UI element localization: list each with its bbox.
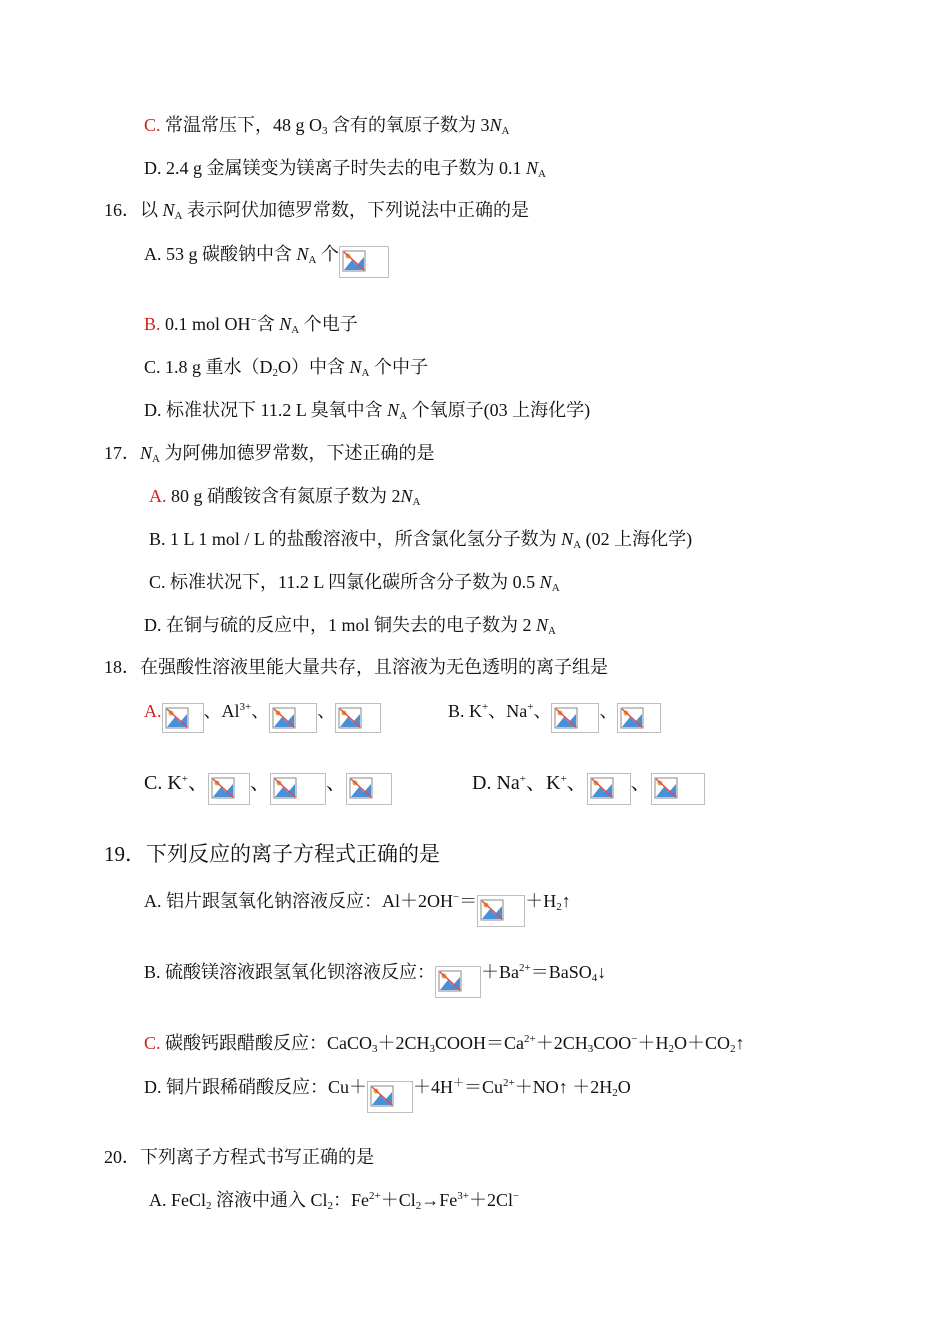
- q19-option-c: C. 碳酸钙跟醋酸反应：$CaCO_3+2CH_3COOH=Ca^{2+}+2CH_3COO^-+H_2O+CO_2↑$: [144, 1033, 745, 1055]
- answer-marker: A.: [144, 701, 162, 721]
- q17-option-b: B. 1 L 1 mol / L 的盐酸溶液中，所含氯化氢分子数为 $N_A$ (02 上海化学): [149, 529, 693, 551]
- q19-stem: 19．下列反应的离子方程式正确的是: [104, 842, 440, 866]
- precipitate-arrow-icon: ↓: [597, 962, 607, 982]
- q17-option-d: D. 在铜与硫的反应中，1 mol 铜失去的电子数为 2 $N_A$: [144, 615, 556, 637]
- q20-option-a: A. FeCl$_2$ 溶液中通入 $Cl_2$：$Fe^{2+}+Cl_2\to Fe^{3+}+2Cl^-$: [149, 1190, 520, 1212]
- q18-option-b: B. K+、Na+、 、: [448, 700, 661, 733]
- broken-image-icon: [269, 703, 317, 733]
- q16-stem: 16．以 $N_A$ 表示阿伏加德罗常数，下列说法中正确的是: [104, 200, 529, 222]
- broken-image-icon: [162, 703, 204, 733]
- broken-image-icon: [435, 966, 481, 998]
- q16-option-b: B. 0.1 mol OH−含 $N_A$ 个电子: [144, 314, 358, 336]
- broken-image-icon: [346, 773, 392, 805]
- q20-stem: 20．下列离子方程式书写正确的是: [104, 1147, 374, 1167]
- broken-image-icon: [367, 1081, 413, 1113]
- q19-option-b: B. 硫酸镁溶液跟氢氧化钡溶液反应： $+Ba^{2+}=BaSO_4↓$: [144, 961, 606, 998]
- gas-arrow-icon: ↑: [558, 1077, 568, 1097]
- answer-marker: C.: [144, 115, 161, 135]
- broken-image-icon: [208, 773, 250, 805]
- broken-image-icon: [270, 773, 326, 805]
- broken-image-icon: [617, 703, 661, 733]
- q18-stem: 18．在强酸性溶液里能大量共存，且溶液为无色透明的离子组是: [104, 657, 608, 677]
- answer-marker: B.: [144, 314, 161, 334]
- q15-option-d: D. 2.4 g 金属镁变为镁离子时失去的电子数为 0.1 $N_A$: [144, 158, 546, 180]
- q17-stem: 17．$N_A$ 为阿佛加德罗常数，下述正确的是: [104, 443, 435, 465]
- broken-image-icon: [477, 895, 525, 927]
- q17-option-a: A. 80 g 硝酸铵含有氮原子数为 $2N_A$: [149, 486, 421, 508]
- q19-option-a: A. 铝片跟氢氧化钠溶液反应：Al＋2OH−＝ $+H_2↑$: [144, 890, 571, 927]
- q19-option-d: D. 铜片跟稀硝酸反应：Cu＋ $+4H^+=Cu^{2+}+NO↑ +2H_2O$: [144, 1076, 631, 1113]
- q17-option-c: C. 标准状况下，11.2 L 四氯化碳所含分子数为 0.5 $N_A$: [149, 572, 560, 594]
- q16-option-c: C. 1.8 g 重水$(D_2O)$中含 $N_A$ 个中子: [144, 357, 428, 379]
- q16-option-d: D. 标准状况下 11.2 L 臭氧中含 $N_A$ 个氧原子(03 上海化学): [144, 400, 591, 422]
- answer-marker: A.: [149, 486, 167, 506]
- answer-marker: C.: [144, 1033, 161, 1053]
- q18-option-c: C. K+、 、 、: [144, 772, 392, 805]
- q18-option-d: D. Na+、K+、 、: [472, 772, 705, 805]
- gas-arrow-icon: ↑: [561, 891, 571, 911]
- q16-option-a: A. 53 g 碳酸钠中含 $N_A$ 个: [144, 243, 389, 278]
- gas-arrow-icon: ↑: [735, 1033, 745, 1053]
- broken-image-icon: [587, 773, 631, 805]
- broken-image-icon: [335, 703, 381, 733]
- broken-image-icon: [339, 246, 389, 278]
- q18-option-a: A. 、$Al^{3+}$、 、: [144, 700, 381, 733]
- broken-image-icon: [551, 703, 599, 733]
- broken-image-icon: [651, 773, 705, 805]
- q15-option-c: C. 常温常压下，48 g $O_3$ 含有的氧原子数为 $3N_A$: [144, 115, 510, 137]
